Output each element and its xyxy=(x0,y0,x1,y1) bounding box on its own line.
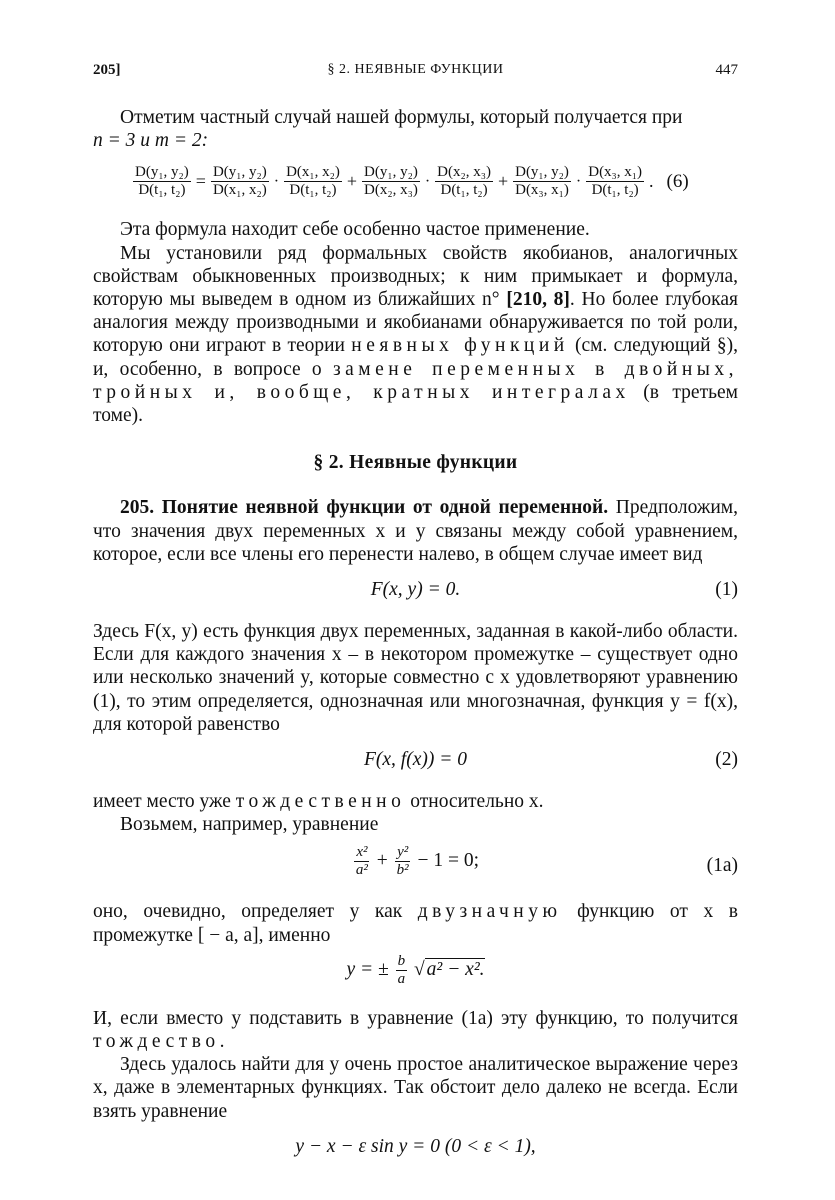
equation-number: (1a) xyxy=(706,855,738,877)
paragraph: Здесь F(x, y) есть функция двух переменных, заданная в какой-либо области. Если для каждого значения x – в некотором промежутке – существует одно или несколько значений y, которые совместно с x удовлетворяют уравнению (1), то этим определяется, однозначная или многозначная, функция y = f(x), для которой равенство xyxy=(93,621,738,735)
paragraph: Эта формула находит себе особенно частое применение. xyxy=(120,219,590,241)
equation-number: (1) xyxy=(715,579,738,601)
fraction: $\frac{\text{D(y₁, y₂)}}{\text{D(x₁, x₂)}}$ xyxy=(212,163,267,198)
fraction: $\frac{\text{D(x₂, x₃)}}{\text{D(t₁, t₂)}}$ xyxy=(437,163,491,198)
subsection-heading: 205. Понятие неявной функции от одной переменной. xyxy=(120,497,609,519)
equation-1a: $\frac{\text{x²}}{\text{a²}}$ + $\frac{\text{y²}}{\text{b²}}$ − 1 = 0; (1a) xyxy=(355,844,738,879)
equation-number: (2) xyxy=(715,749,738,771)
fraction: $\frac{\text{D(x₃, x₁)}}{\text{D(t₁, t₂)}}$ xyxy=(588,163,643,198)
header-section-number: 205] xyxy=(93,62,121,78)
header-title: § 2. НЕЯВНЫЕ ФУНКЦИИ xyxy=(327,62,504,77)
formula-6: $\frac{\text{D(y₁, y₂)}}{\text{D(t₁, t₂)}}$ = $\frac{\text{D(y₁, y₂)}}{\text{D(x₁, x₂)}}$ · $\frac{\text{D(x₁, x₂)}}{\text{D(t₁, t₂)}}$ + $\frac{\text{D(y₁, y₂)}}{\text{D(x₂, x₃)}}$ · $\frac{\text{D(x₂, x₃)}}{\text{D(t₁, t₂)}}$ + $\frac{\text{D(y₁, y₂)}}{\text{D(x₃, x₁)}}$ · $\frac{\text{D(x₃, x₁)}}{\text{D(t₁, t₂)}}$ . (6) xyxy=(135,163,689,198)
page-number: 447 xyxy=(715,62,738,78)
equation-2: F(x, f(x)) = 0 (2) xyxy=(363,749,738,771)
equation-number: (6) xyxy=(666,170,689,192)
equation-1: F(x, y) = 0. (1) xyxy=(370,579,738,601)
section-title: § 2. Неявные функции xyxy=(313,452,518,474)
paragraph: Возьмем, например, уравнение xyxy=(120,814,379,836)
equation-y-solution: y = ± $\frac{b}{a}$ √ a² − x². xyxy=(346,952,485,987)
fraction: $\frac{\text{D(y₁, y₂)}}{\text{D(x₂, x₃)}}$ xyxy=(364,163,418,198)
paragraph: имеет место уже тождественно относительно x. xyxy=(93,791,544,813)
paragraph-jacobians: Мы установили ряд формальных свойств якобианов, аналогичных свойствам обыкновенных производных; к ним примыкает и формула, которую мы выведем в одном из ближайших n° [210, 8]. Но более глубокая аналогия между производными и якобианами обнаруживается по той роли, которую они играют в теории неявных функций (см. следующий §), и, особенно, в вопросе о замене переменных в двойных, тройных и, вообще, кратных интегралах (в третьем томе). xyxy=(93,242,738,427)
paragraph-intro: Отметим частный случай нашей формулы, который получается при n = 3 и m = 2: xyxy=(93,107,683,152)
fraction: $\frac{\text{D(y₁, y₂)}}{\text{D(x₃, x₁)}}$ xyxy=(515,163,569,198)
paragraph: И, если вместо y подставить в уравнение (1a) эту функцию, то получится тождество. xyxy=(93,1007,738,1053)
paragraph: Здесь удалось найти для y очень простое аналитическое выражение через x, даже в элементарных функциях. Так обстоит дело далеко не всегда. Если взять уравнение xyxy=(93,1054,738,1122)
running-header xyxy=(93,62,738,86)
paragraph: оно, очевидно, определяет y как двузначную функцию от x в промежутке [ − a, a], именно xyxy=(93,901,738,946)
equation-last: y − x − ε sin y = 0 (0 < ε < 1), xyxy=(295,1135,536,1157)
page-body xyxy=(93,106,738,1177)
fraction: $\frac{\text{D(x₁, x₂)}}{\text{D(t₁, t₂)}}$ xyxy=(286,163,340,198)
fraction: $\frac{\text{D(y₁, y₂)}}{\text{D(t₁, t₂)}}$ xyxy=(135,163,189,198)
paragraph-205: 205. Понятие неявной функции от одной переменной. Предположим, что значения двух переменных x и y связаны между собой уравнением, которое, если все члены его перенести налево, в общем случае имеет вид xyxy=(93,497,738,565)
